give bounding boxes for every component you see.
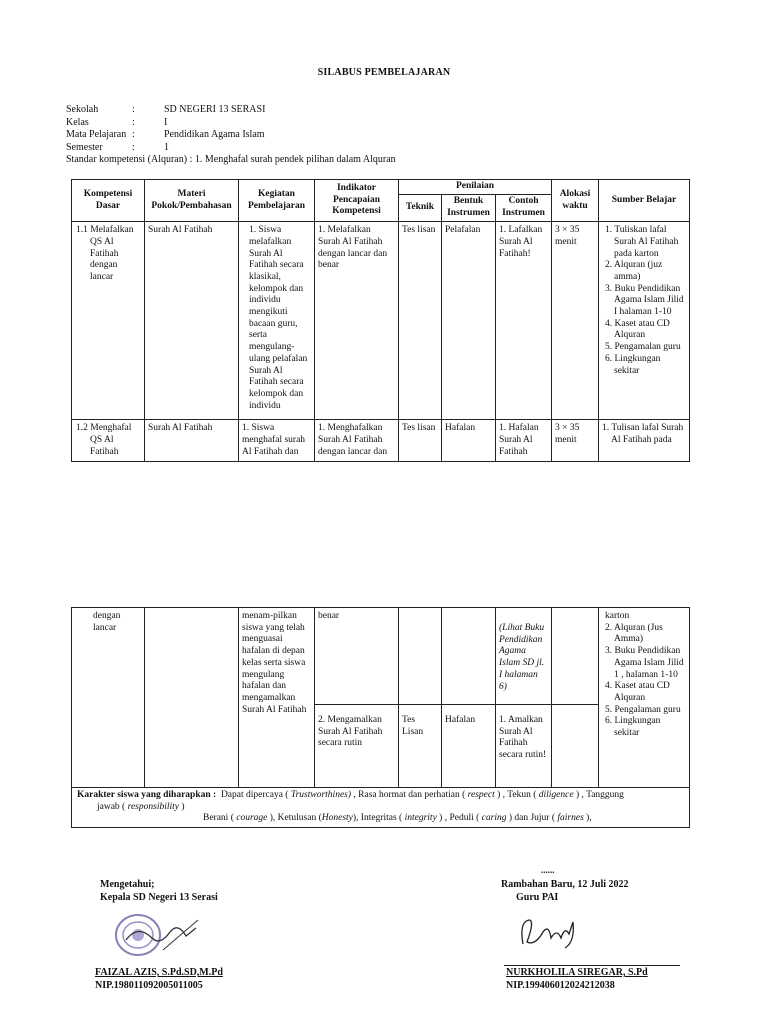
karakter-text: ) , Peduli (	[439, 813, 480, 824]
meta-key: Mata Pelajaran	[66, 129, 127, 140]
sumber-item: 3. Buku Pendidikan Agama Islam Jilid 1 , halaman 1-10	[605, 646, 684, 680]
meta-row-sekolah	[66, 104, 396, 117]
row1-kegiatan: 1. Siswa melafalkan Surah Al Fatihah secara klasikal, kelompok dan individu mengikuti bacaan guru, serta mengulang-ulang pelafalan Surah Al Fatihah secara kelompok dan individu	[239, 222, 315, 420]
meta-value: 1	[164, 141, 169, 153]
sumber-item: 6. Lingkungan sekitar	[605, 716, 661, 739]
sumber-item: 5. Pengalaman guru	[605, 704, 681, 715]
right-signatory	[506, 967, 648, 992]
karakter-line2	[77, 802, 684, 814]
cont-alokasi2	[552, 705, 599, 788]
row2-kegiatan: 1. Siswa menghafal surah Al Fatihah dan	[239, 420, 315, 462]
cont-bentuk2: Hafalan	[442, 705, 496, 788]
row1-teknik: Tes lisan	[399, 222, 442, 420]
header-penilaian: Penilaian	[399, 180, 552, 195]
cont-materi	[145, 608, 239, 788]
place-date: Rambahan Baru, 12 Juli 2022	[501, 879, 629, 890]
row2-materi: Surah Al Fatihah	[145, 420, 239, 462]
row1-contoh: 1. Lafalkan Surah Al Fatihah!	[496, 222, 552, 420]
header-sumber: Sumber Belajar	[599, 180, 690, 222]
karakter-term: responsibility	[127, 801, 179, 812]
row1-indikator: 1. Melafalkan Surah Al Fatihah dengan lancar dan benar	[315, 222, 399, 420]
row2-alokasi: 3 × 35 menit	[552, 420, 599, 462]
karakter-text: ), Integritas (	[352, 813, 403, 824]
cont-alokasi1	[552, 608, 599, 705]
syllabus-table-page2	[71, 607, 690, 828]
school-info	[66, 104, 396, 167]
meta-value: Pendidikan Agama Islam	[164, 129, 265, 140]
row1-materi: Surah Al Fatihah	[145, 222, 239, 420]
karakter-text: )	[181, 801, 185, 812]
header-contoh: Contoh Instrumen	[496, 195, 552, 222]
meta-row-mapel	[66, 129, 396, 142]
karakter-term: courage	[236, 813, 268, 824]
karakter-text: ) dan Jujur (	[508, 813, 556, 824]
karakter-term: integrity	[404, 813, 437, 824]
karakter-term: respect	[467, 790, 495, 800]
row2-sumber: 1. Tulisan lafal Surah Al Fatihah pada	[599, 420, 690, 462]
meta-value: SD NEGERI 13 SERASI	[164, 104, 266, 115]
karakter-row	[72, 788, 690, 828]
meta-key: Semester	[66, 141, 103, 153]
karakter-term: Honesty	[321, 813, 353, 824]
signature-line	[504, 965, 680, 966]
cont-kegiatan: menam-pilkan siswa yang telah menguasai hafalan di depan kelas serta siswa mengulang hafalan dan mengamalkan Surah Al Fatihah	[239, 608, 315, 788]
teacher-signature-icon	[515, 912, 585, 954]
left-signature-header	[100, 879, 218, 904]
header-bentuk: Bentuk Instrumen	[442, 195, 496, 222]
header-alokasi: Alokasi waktu	[552, 180, 599, 222]
cont-kompetensi: dengan lancar	[72, 608, 145, 788]
header-materi: Materi Pokok/Pembahasan	[145, 180, 239, 222]
meta-value: I	[164, 116, 168, 128]
cont-indikator1: benar	[315, 608, 399, 705]
cont-contoh1: (Lihat Buku Pendidikan Agama Islam SD jl. I halaman 6)	[496, 608, 552, 705]
cont-teknik1	[399, 608, 442, 705]
header-kegiatan: Kegiatan Pembelajaran	[239, 180, 315, 222]
karakter-term: Trustworthines)	[290, 790, 352, 800]
karakter-text: ),	[586, 813, 592, 824]
left-signatory	[95, 967, 223, 992]
cont-sumber	[599, 608, 690, 788]
sumber-item: 2. Alquran (Jus Amma)	[605, 622, 663, 645]
cont-indikator2: 2. Mengamalkan Surah Al Fatihah secara rutin	[315, 705, 399, 788]
sumber-item: 6. Lingkungan sekitar	[605, 353, 661, 376]
row2-kompetensi: 1.2 Menghafal QS Al Fatihah	[72, 420, 145, 462]
row1-bentuk: Pelafalan	[442, 222, 496, 420]
karakter-text: ) , Tanggung	[575, 790, 624, 800]
row1-kompetensi: 1.1 Melafalkan QS Al Fatihah dengan lancar	[72, 222, 145, 420]
document-title: SILABUS PEMBELAJARAN	[317, 67, 451, 78]
row2-teknik: Tes lisan	[399, 420, 442, 462]
syllabus-table-page1	[71, 179, 690, 462]
teacher-role: Guru PAI	[516, 891, 559, 903]
standar-kompetensi: Standar kompetensi (Alquran) : 1. Menghafal surah pendek pilihan dalam Alquran	[66, 154, 396, 165]
karakter-term: caring	[481, 813, 507, 824]
left-sign-line2: Kepala SD Negeri 13 Serasi	[100, 891, 218, 903]
meta-colon: :	[132, 129, 135, 140]
date-dots: ......	[541, 865, 555, 875]
sumber-item: 3. Buku Pendidikan Agama Islam Jilid I halaman 1-10	[605, 283, 684, 318]
row2-bentuk: Hafalan	[442, 420, 496, 462]
row2-indikator: 1. Menghafalkan Surah Al Fatihah dengan lancar dan	[315, 420, 399, 462]
meta-colon: :	[132, 104, 135, 115]
karakter-text: jawab (	[97, 801, 126, 812]
sumber-item: 2. Alquran (juz amma)	[605, 260, 663, 282]
row1-sumber	[599, 222, 690, 420]
meta-colon: :	[132, 116, 135, 128]
meta-key: Sekolah	[66, 104, 99, 115]
meta-row-kelas	[66, 117, 396, 130]
school-stamp-icon	[108, 910, 203, 960]
header-indikator: Indikator Pencapaian Kompetensi	[315, 180, 399, 222]
cont-bentuk1	[442, 608, 496, 705]
cont-teknik2: Tes Lisan	[399, 705, 442, 788]
karakter-term: diligence	[538, 790, 574, 800]
row2-contoh: 1. Hafalan Surah Al Fatihah	[496, 420, 552, 462]
karakter-text: Berani (	[203, 813, 234, 824]
karakter-term: fairnes	[557, 813, 584, 824]
header-kompetensi: Kompetensi Dasar	[72, 180, 145, 222]
karakter-text: Dapat dipercaya (	[220, 790, 289, 800]
row1-alokasi: 3 × 35 menit	[552, 222, 599, 420]
sumber-item: karton	[605, 611, 630, 621]
header-teknik: Teknik	[399, 195, 442, 222]
teacher-name: NURKHOLILA SIREGAR, S.Pd	[506, 967, 648, 978]
sumber-item: 5. Pengamalan guru	[605, 342, 681, 353]
sumber-item: 1. Tuliskan lafal Surah Al Fatihah pada karton	[605, 225, 679, 259]
karakter-text: ), Ketulusan (	[269, 813, 322, 824]
sumber-item: 4. Kaset atau CD Alquran	[605, 318, 670, 341]
cont-contoh2: 1. Amalkan Surah Al Fatihah secara rutin!	[496, 705, 552, 788]
karakter-line3	[77, 813, 684, 825]
karakter-text: , Rasa hormat dan perhatian (	[353, 790, 466, 800]
meta-colon: :	[132, 141, 135, 153]
karakter-label: Karakter siswa yang diharapkan :	[77, 790, 217, 800]
headmaster-name: FAIZAL AZIS, S.Pd.SD,M.Pd	[95, 967, 223, 978]
karakter-line1	[77, 790, 684, 802]
meta-key: Kelas	[66, 116, 89, 128]
teacher-nip: NIP.199406012024212038	[506, 979, 615, 991]
meta-row-semester	[66, 142, 396, 155]
sumber-item: 4. Kaset atau CD Alquran	[605, 681, 670, 703]
right-signature-header	[501, 879, 629, 904]
left-sign-line1: Mengetahui;	[100, 879, 155, 890]
headmaster-nip: NIP.198011092005011005	[95, 979, 203, 991]
karakter-text: ) , Tekun (	[497, 790, 537, 800]
